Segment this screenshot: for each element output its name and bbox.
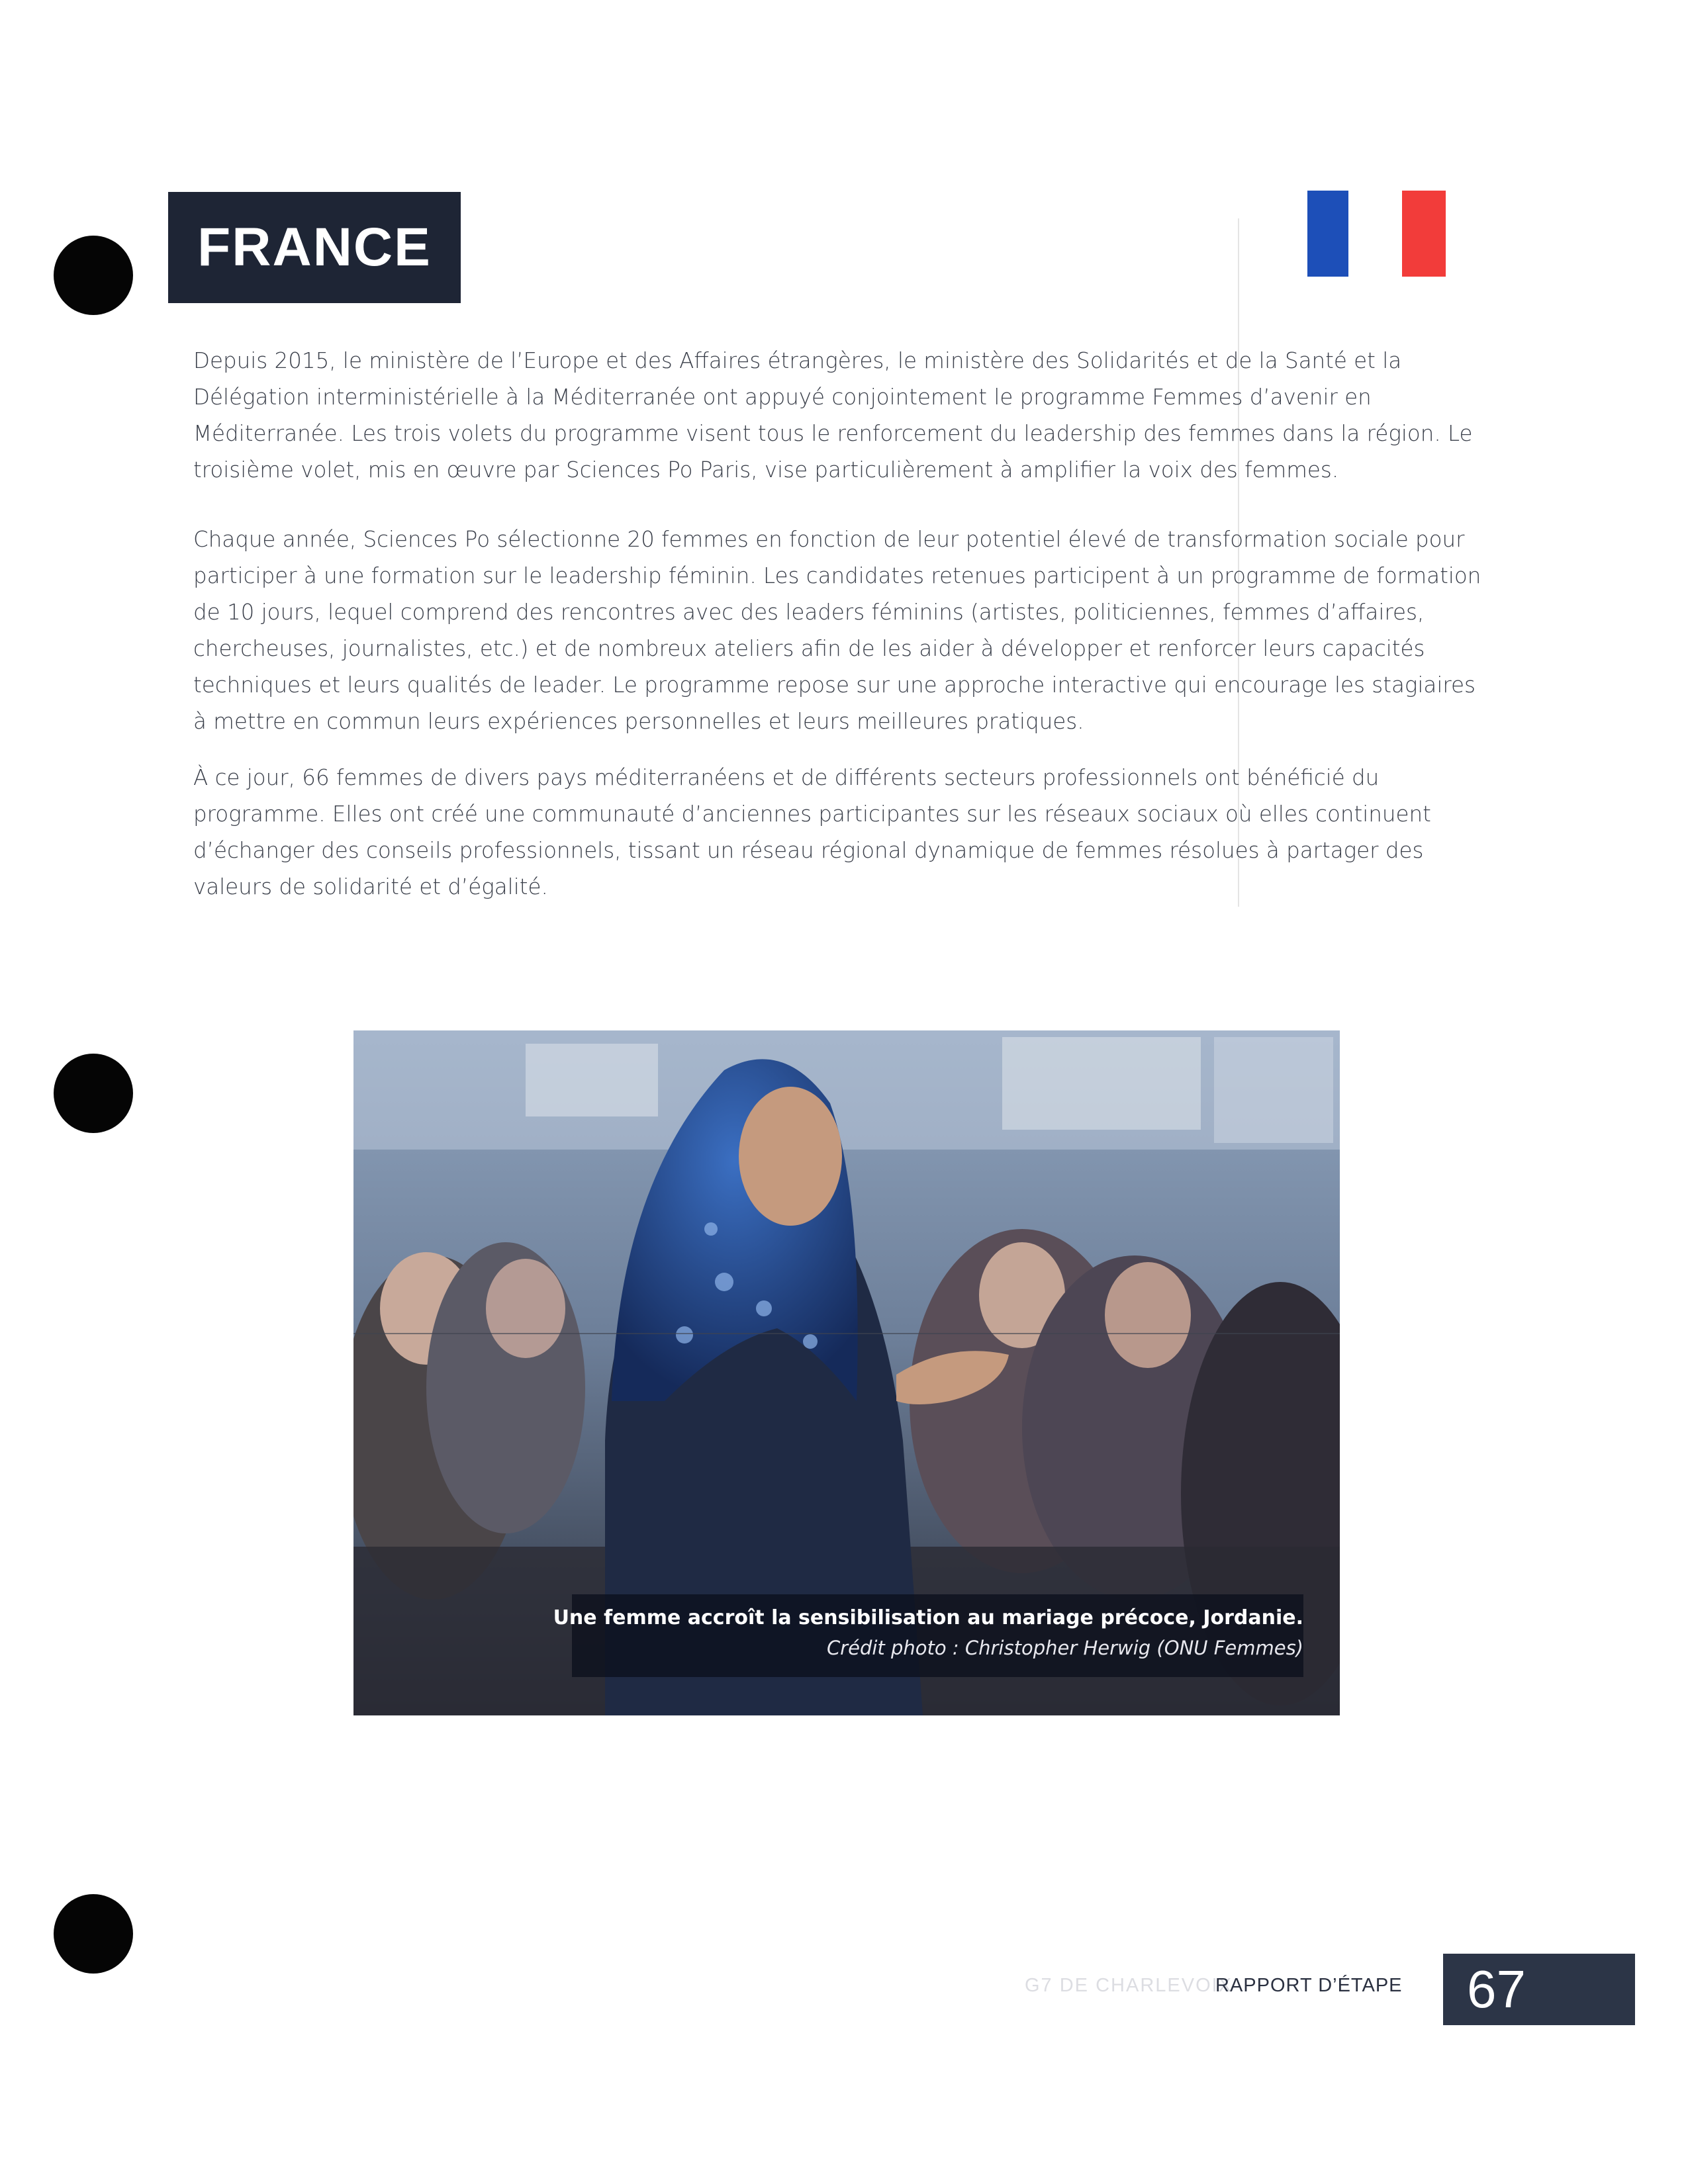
flag-blue-stripe bbox=[1307, 191, 1348, 277]
footer-report-label: RAPPORT D’ÉTAPE bbox=[1215, 1975, 1403, 1996]
country-title-box bbox=[168, 192, 461, 303]
photo-caption: Une femme accroît la sensibilisation au mariage précoce, Jordanie. bbox=[553, 1606, 1303, 1629]
paragraph-1: Depuis 2015, le ministère de l’Europe et des Affaires étrangères, le ministère des Solidarités et de la Santé et la Délégation interministérielle à la Méditerranée ont appuyé conjointement le programme Femmes d’avenir en Méditerranée. Les trois volets du programme visent tous le renforcement du leadership des femmes dans la région. Le troisième volet, mis en œuvre par Sciences Po Paris, vise particulièrement à amplifier la voix des femmes. bbox=[193, 348, 1473, 482]
flag-red-stripe bbox=[1402, 191, 1446, 277]
paragraph-2: Chaque année, Sciences Po sélectionne 20 femmes en fonction de leur potentiel élevé de transformation sociale pour participer à une formation sur le leadership féminin. Les candidates retenues participent à un programme de formation de 10 jours, lequel comprend des rencontres avec des leaders féminins (artistes, politiciennes, femmes d’affaires, chercheuses, journalistes, etc.) et de nombreux ateliers afin de les aider à développer et renforcer leurs capacités techniques et leurs qualités de leader. Le programme repose sur une approche interactive qui encourage les stagiaires à mettre en commun leurs expériences personnelles et leurs meilleures pratiques. bbox=[193, 527, 1481, 734]
punch-hole-top bbox=[54, 236, 133, 315]
page-number: 67 bbox=[1467, 1960, 1526, 2019]
paragraph-3: À ce jour, 66 femmes de divers pays méditerranéens et de différents secteurs professionnels ont bénéficié du programme. Elles ont créé une communauté d’anciennes participantes sur les réseaux sociaux où elles continuent d’échanger des conseils professionnels, tissant un réseau régional dynamique de femmes résolues à partager des valeurs de solidarité et d’égalité. bbox=[193, 765, 1431, 899]
page-number-box bbox=[1443, 1954, 1635, 2025]
punch-hole-bottom bbox=[54, 1894, 133, 1974]
photo bbox=[353, 1030, 1340, 1715]
punch-hole-middle bbox=[54, 1054, 133, 1133]
footer-publication-name: G7 DE CHARLEVOIX bbox=[1025, 1975, 1233, 1996]
photo-credit: Crédit photo : Christopher Herwig (ONU Femmes) bbox=[826, 1637, 1303, 1659]
country-title: FRANCE bbox=[197, 217, 432, 277]
